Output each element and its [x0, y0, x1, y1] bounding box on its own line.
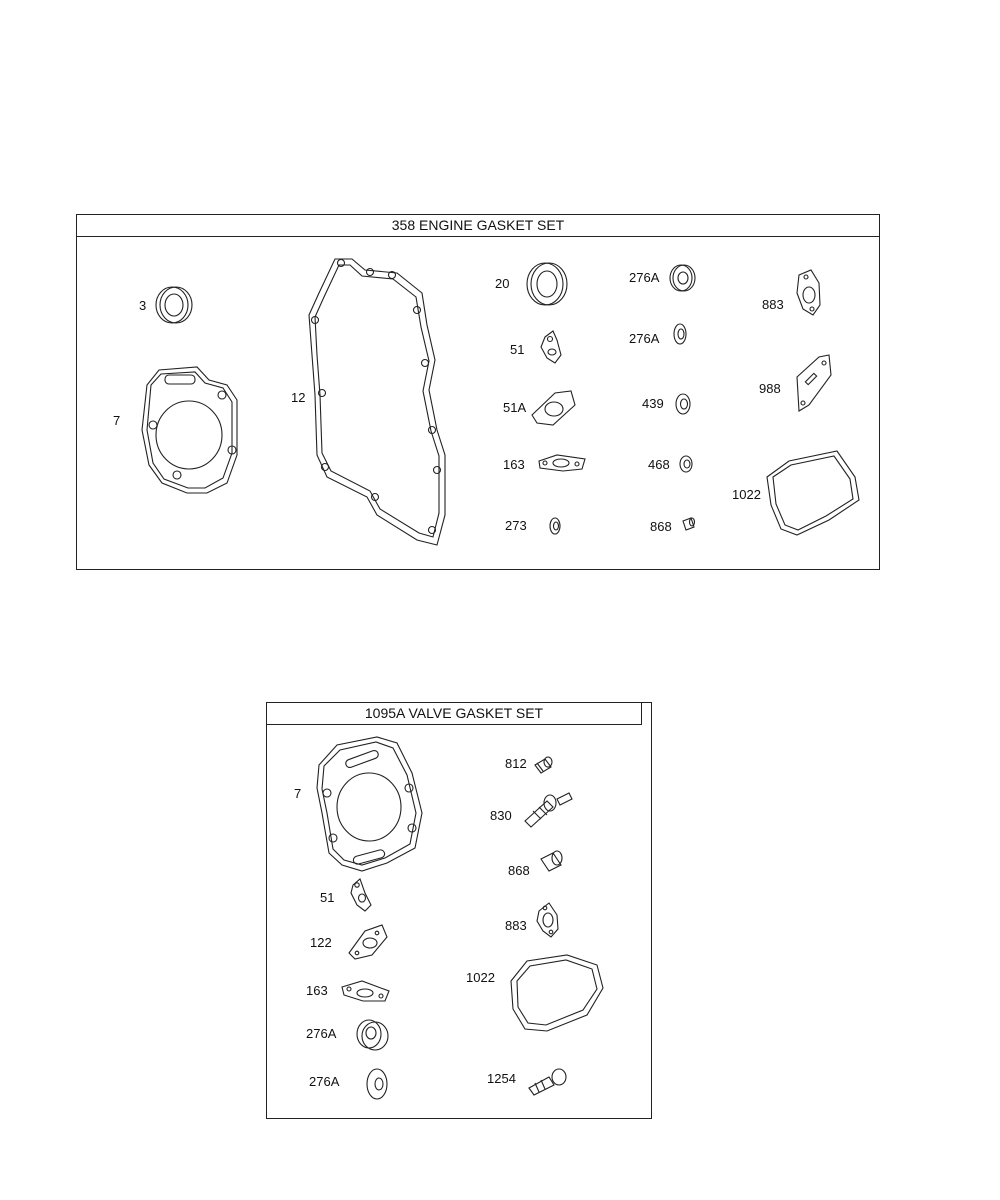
engine-gasket-set-title: 358 ENGINE GASKET SET — [77, 215, 879, 237]
label-12: 12 — [291, 390, 306, 405]
label-439: 439 — [642, 396, 664, 411]
washer-276a-flat-icon — [367, 1069, 387, 1099]
label-51: 51 — [320, 890, 335, 905]
label-883: 883 — [762, 297, 784, 312]
gasket-883-icon — [797, 270, 820, 315]
label-830: 830 — [490, 808, 512, 823]
gasket-51-icon — [541, 331, 561, 363]
rocker-cover-gasket-1022-icon — [511, 955, 603, 1031]
valve-seal-868-icon — [683, 518, 695, 530]
label-812: 812 — [505, 756, 527, 771]
label-868: 868 — [508, 863, 530, 878]
label-273: 273 — [505, 518, 527, 533]
washer-273-icon — [550, 518, 560, 534]
label-51: 51 — [510, 342, 525, 357]
oil-seal-20-icon — [527, 263, 567, 305]
label-163: 163 — [503, 457, 525, 472]
label-276a-2: 276A — [629, 331, 660, 346]
gasket-51-icon — [351, 879, 371, 911]
valve-cap-812-icon — [535, 757, 552, 773]
label-1022: 1022 — [732, 487, 761, 502]
cylinder-head-gasket-7-icon — [317, 737, 422, 871]
label-276a-2: 276A — [309, 1074, 340, 1089]
rocker-cover-gasket-1022-icon — [767, 451, 859, 535]
valve-spring-830-icon — [525, 793, 572, 827]
label-276a-1: 276A — [306, 1026, 337, 1041]
label-122: 122 — [310, 935, 332, 950]
gasket-51a-icon — [532, 391, 575, 425]
valve-gasket-set-panel — [266, 702, 652, 1119]
gasket-883-icon — [537, 903, 558, 937]
label-20: 20 — [495, 276, 510, 291]
valve-seal-868-icon — [541, 851, 562, 871]
washer-439-icon — [676, 394, 690, 414]
crankcase-gasket-12-icon — [309, 259, 445, 545]
label-7: 7 — [113, 413, 121, 428]
engine-gasket-set-panel — [76, 214, 880, 570]
label-7: 7 — [294, 786, 302, 801]
gasket-163-icon — [539, 455, 585, 471]
label-51a: 51A — [503, 400, 527, 415]
label-988: 988 — [759, 381, 781, 396]
label-1022: 1022 — [466, 970, 495, 985]
fitting-1254-icon — [529, 1069, 566, 1095]
label-468: 468 — [648, 457, 670, 472]
label-1254: 1254 — [487, 1071, 516, 1086]
gasket-988-icon — [797, 355, 831, 411]
valve-gasket-parts-drawing — [267, 703, 651, 1118]
valve-gasket-set-title: 1095A VALVE GASKET SET — [267, 703, 642, 725]
oil-seal-3-icon — [156, 287, 192, 323]
gasket-122-icon — [349, 925, 387, 959]
gasket-163-icon — [342, 981, 389, 1001]
washer-276a-thin-icon — [674, 324, 686, 344]
cylinder-head-gasket-7-icon — [142, 367, 237, 493]
label-3: 3 — [139, 298, 147, 313]
washer-276a-thick-icon — [357, 1020, 388, 1050]
washer-468-icon — [680, 456, 692, 472]
label-883: 883 — [505, 918, 527, 933]
washer-276a-thick-icon — [670, 265, 695, 291]
label-276a-1: 276A — [629, 270, 660, 285]
label-163: 163 — [306, 983, 328, 998]
label-868: 868 — [650, 519, 672, 534]
